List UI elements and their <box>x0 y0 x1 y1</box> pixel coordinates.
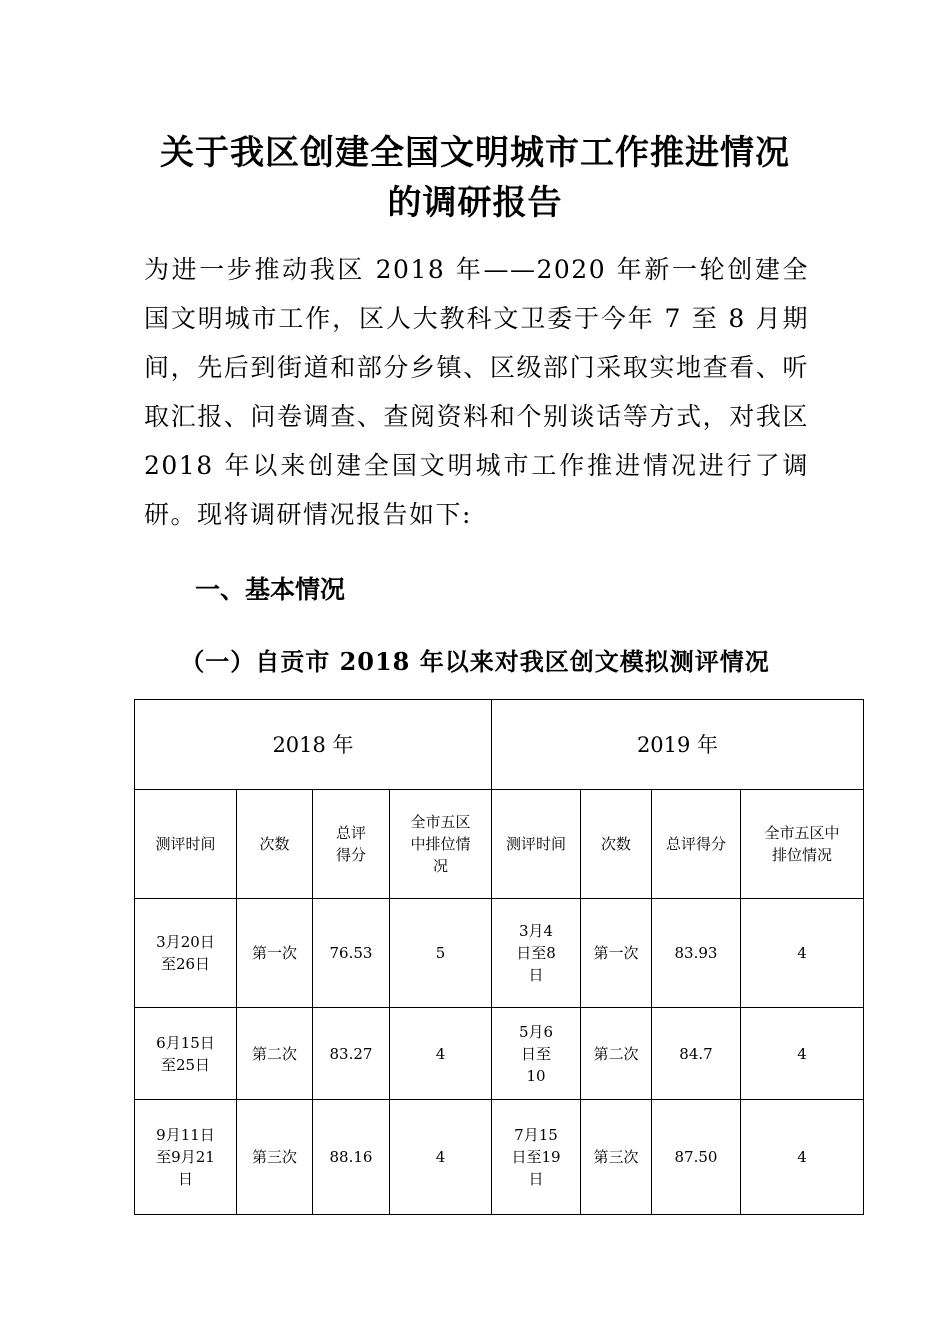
evaluation-table <box>134 699 864 1215</box>
table-cell: 4 <box>741 1008 864 1100</box>
column-header: 次数 <box>581 790 652 899</box>
column-header: 次数 <box>237 790 313 899</box>
document-title-line1: 关于我区创建全国文明城市工作推进情况 <box>160 133 790 173</box>
table-cell: 5月6日至10 <box>492 1008 581 1100</box>
table-cell: 第一次 <box>237 899 313 1008</box>
table-cell: 7月15日至19日 <box>492 1100 581 1215</box>
table-cell: 3月20日至26日 <box>135 899 237 1008</box>
table-cell: 76.53 <box>313 899 390 1008</box>
column-header: 全市五区中排位情况 <box>390 790 492 899</box>
table-cell: 83.27 <box>313 1008 390 1100</box>
table-cell: 83.93 <box>652 899 741 1008</box>
table-cell: 4 <box>741 899 864 1008</box>
table-cell: 84.7 <box>652 1008 741 1100</box>
intro-paragraph: 为进一步推动我区 2018 年——2020 年新一轮创建全国文明城市工作，区人大教科文卫委于今年 7 至 8 月期间，先后到街道和部分乡镇、区级部门采取实地查看、听取汇报、问卷调查、查阅资料和个别谈话等方式，对我区 2018 年以来创建全国文明城市工作推进情况进行了调研。现将调研情况报告如下: <box>144 255 809 529</box>
column-header: 测评时间 <box>135 790 237 899</box>
table-cell: 4 <box>741 1100 864 1215</box>
table-cell: 88.16 <box>313 1100 390 1215</box>
table-cell: 第二次 <box>581 1008 652 1100</box>
table-cell: 第一次 <box>581 899 652 1008</box>
table-cell: 4 <box>390 1008 492 1100</box>
table-cell: 第二次 <box>237 1008 313 1100</box>
column-header: 全市五区中排位情况 <box>741 790 864 899</box>
table-cell: 第三次 <box>237 1100 313 1215</box>
column-header: 总评得分 <box>652 790 741 899</box>
column-header: 测评时间 <box>492 790 581 899</box>
section-heading-basic: 一、基本情况 <box>195 575 346 604</box>
subsection-heading-evaluation: （一）自贡市 2018 年以来对我区创文模拟测评情况 <box>180 647 770 676</box>
table-cell: 5 <box>390 899 492 1008</box>
column-header: 总评得分 <box>313 790 390 899</box>
table-cell: 3月4日至8日 <box>492 899 581 1008</box>
table-cell: 4 <box>390 1100 492 1215</box>
table-cell: 第三次 <box>581 1100 652 1215</box>
year-2019-header: 2019 年 <box>492 700 864 790</box>
year-2018-header: 2018 年 <box>135 700 492 790</box>
table-cell: 9月11日至9月21日 <box>135 1100 237 1215</box>
document-title-line2: 的调研报告 <box>387 183 563 223</box>
table-cell: 87.50 <box>652 1100 741 1215</box>
table-cell: 6月15日至25日 <box>135 1008 237 1100</box>
